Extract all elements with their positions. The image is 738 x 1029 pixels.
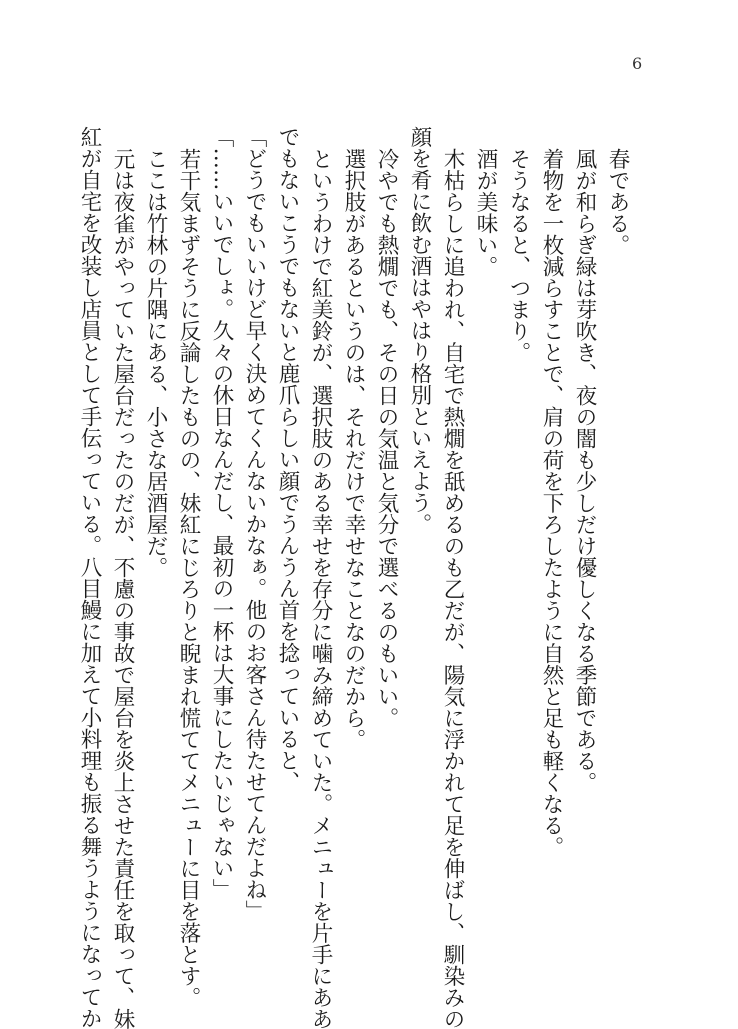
text-line: そうなると、つまり。 <box>506 147 531 363</box>
vertical-text-body <box>77 126 634 1029</box>
text-line: 春である。 <box>605 147 630 255</box>
dialogue-line: 「どうでもいいけど早く決めてくんないかなぁ。他のお客さん待たせてんだよね」 <box>242 126 267 922</box>
text-line: 酒が美味い。 <box>473 147 498 277</box>
text-line: 紅が自宅を改装し店員として手伝っている。八目鰻に加えて小料理も振る舞うようになってか <box>77 126 102 1029</box>
text-line: 若干気まずそうに反論したものの、妹紅にじろりと睨まれ慌ててメニューに目を落とす。 <box>176 147 201 1008</box>
text-line: でもないこうでもないと鹿爪らしい顔でうんうん首を捻っていると、 <box>275 126 300 793</box>
text-line: 顔を肴に飲む酒はやはり格別といえよう。 <box>407 126 432 535</box>
text-line: 着物を一枚減らすことで、肩の荷を下ろしたように自然と足も軽くなる。 <box>539 147 564 857</box>
text-line: 木枯らしに追われ、自宅で熱燗を舐めるのも乙だが、陽気に浮かれて足を伸ばし、馴染みの <box>440 147 465 1029</box>
page-number: 6 <box>632 54 643 73</box>
text-line: というわけで紅美鈴が、選択肢のある幸せを存分に噛み締めていた。メニューを片手にああ <box>308 147 333 1029</box>
text-line: 風が和らぎ緑は芽吹き、夜の闇も少しだけ優しくなる季節である。 <box>572 147 597 793</box>
text-line: ここは竹林の片隅にある、小さな居酒屋だ。 <box>143 147 168 578</box>
text-line: 選択肢があるというのは、それだけで幸せなことなのだから。 <box>341 147 366 750</box>
text-line: 冷やでも熱燗でも、その日の気温と気分で選べるのもいい。 <box>374 147 399 728</box>
text-line: 元は夜雀がやっていた屋台だったのだが、不慮の事故で屋台を炎上させた責任を取って、妹 <box>110 147 135 1029</box>
dialogue-line: 「……いいでしょ。久々の休日なんだし、最初の一杯は大事にしたいじゃない」 <box>209 126 234 900</box>
